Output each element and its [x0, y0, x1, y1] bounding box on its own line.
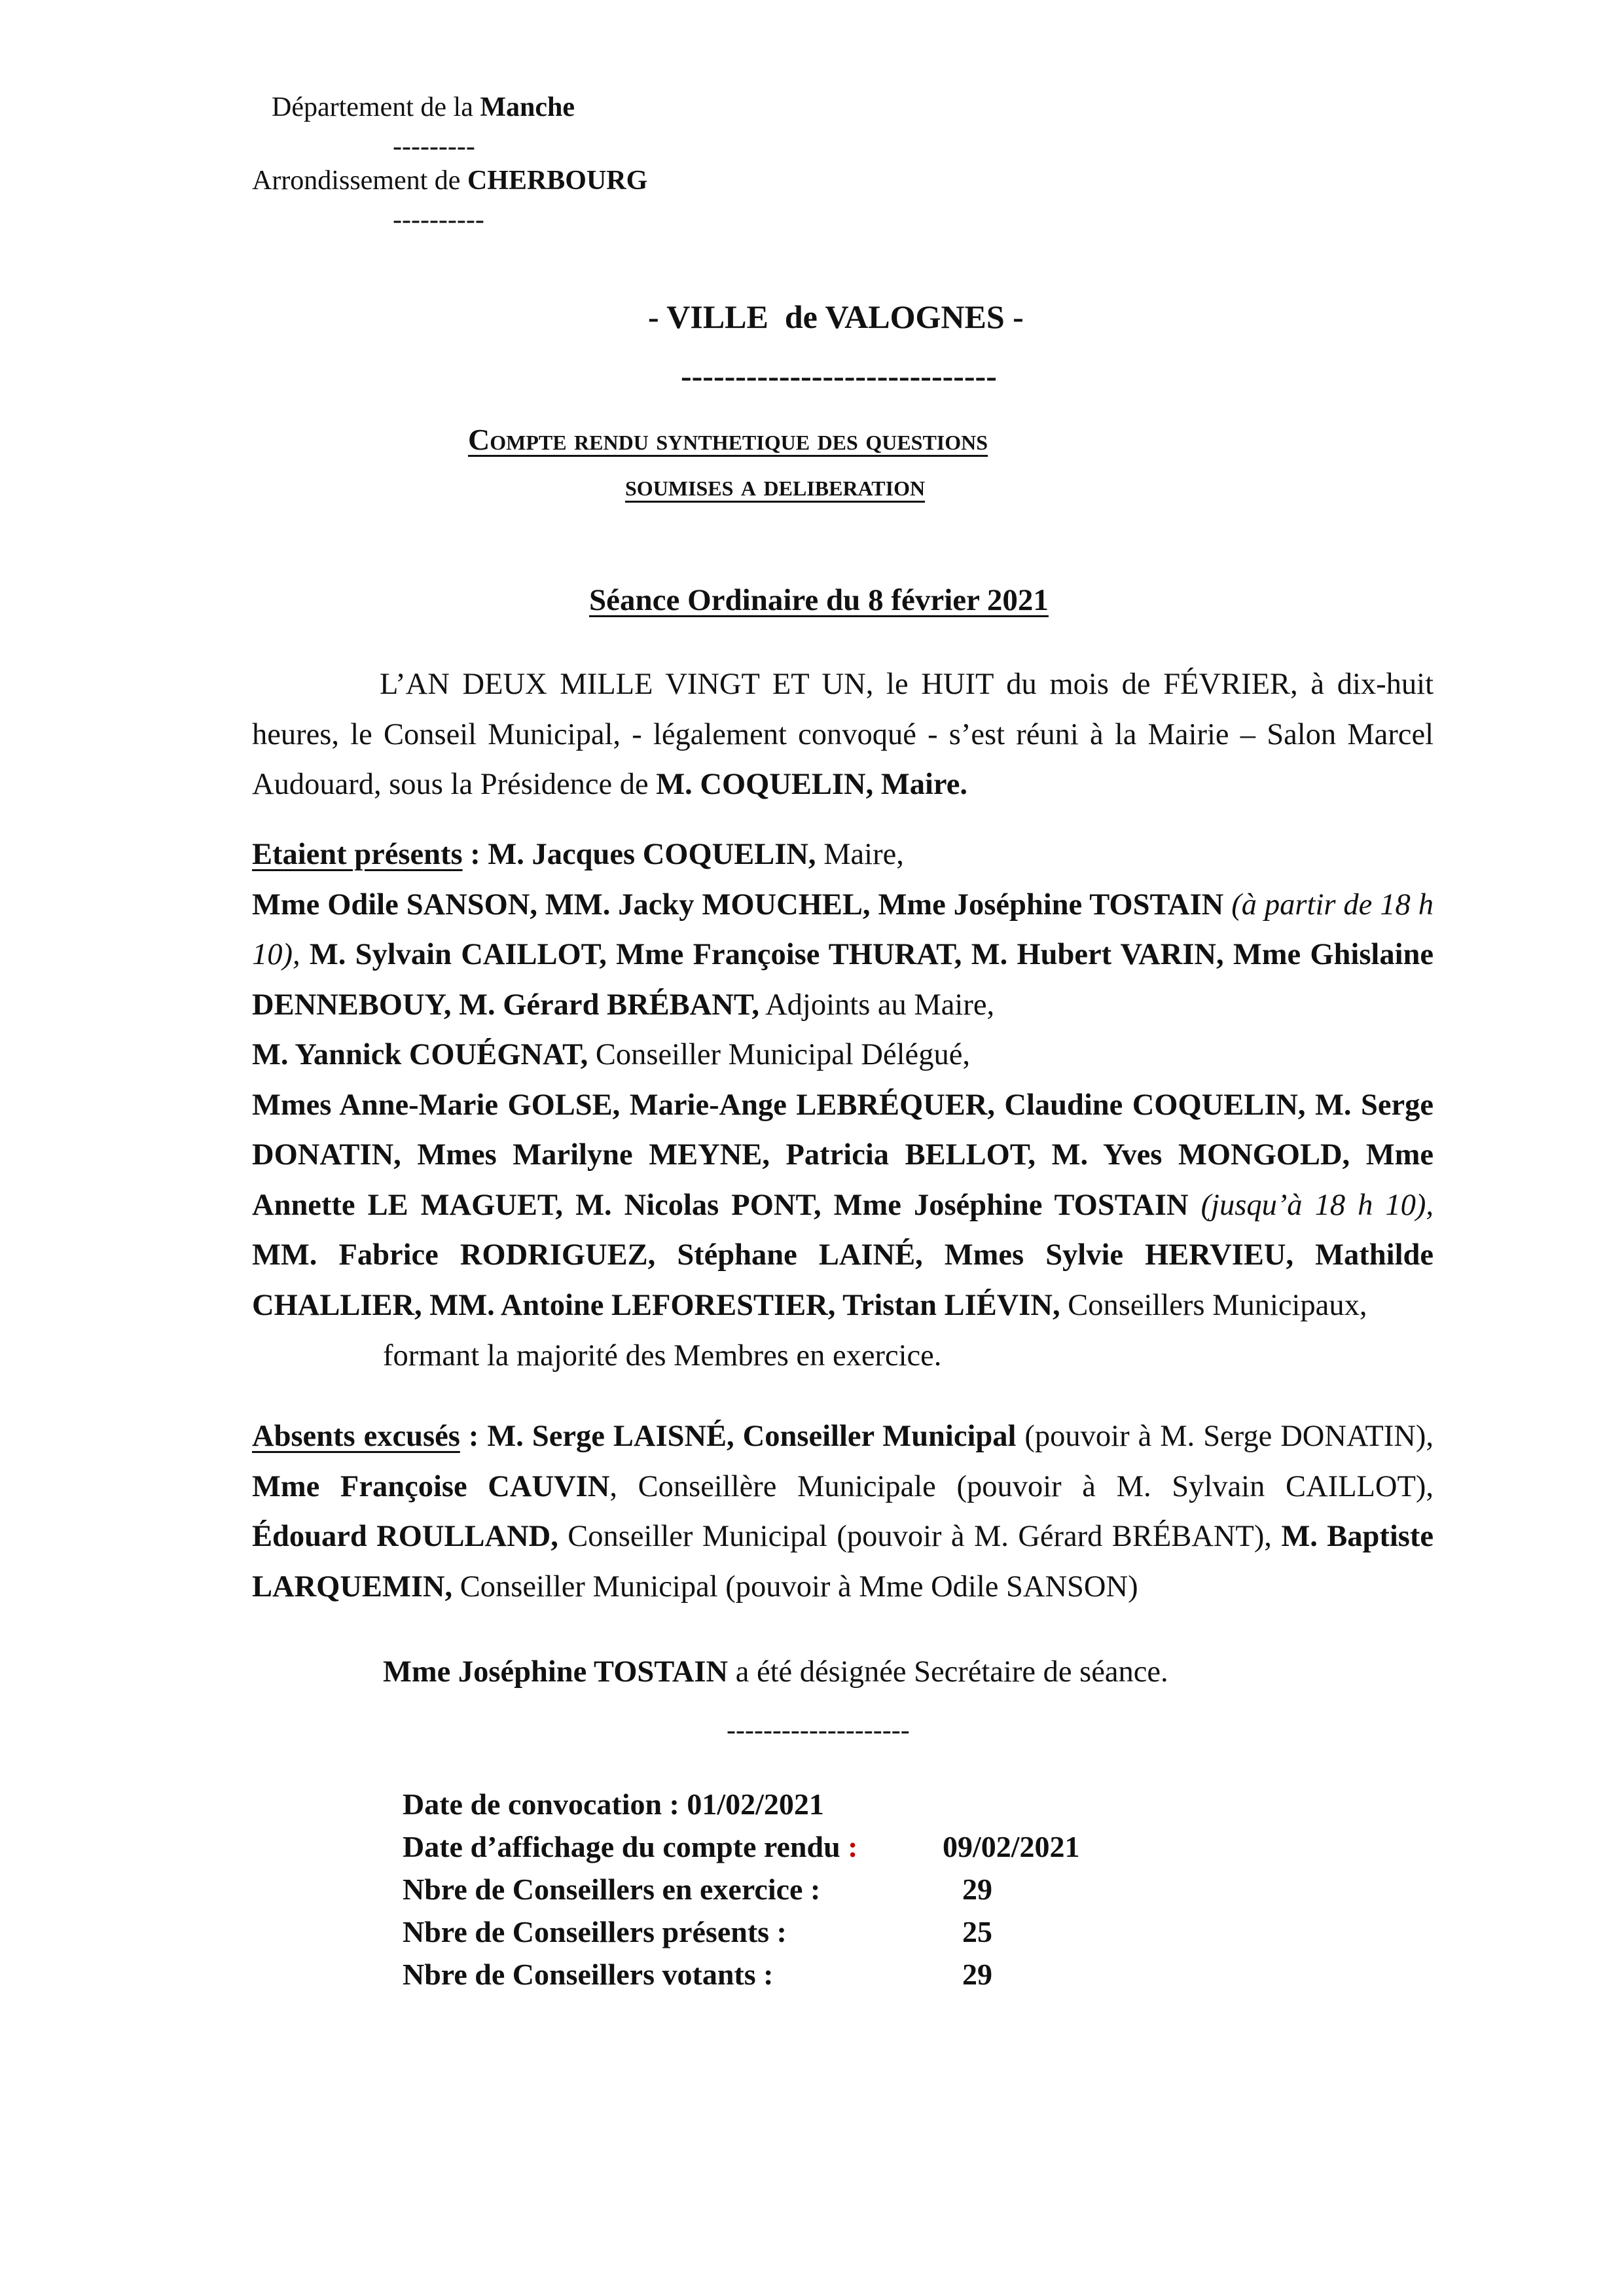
presents-count-label: Nbre de Conseillers présents :: [403, 1915, 787, 1948]
conseillers-names: Mmes Anne-Marie GOLSE, Marie-Ange LEBRÉQUER, Claudine COQUELIN, M. Serge DONATIN, Mmes Marilyne MEYNE, Patricia BELLOT, M. Yves MONGOLD, Mme Annette LE MAGUET, M. Nicolas PONT, Mme Joséphine TOSTAIN: [252, 1088, 1434, 1222]
affichage-value: 09/02/2021: [943, 1830, 1080, 1863]
delegue-name: M. Yannick COUÉGNAT,: [252, 1038, 588, 1071]
intro-paragraph: [252, 660, 1434, 810]
arrondissement-prefix: Arrondissement de: [252, 166, 467, 196]
convocation-date: Date de convocation : 01/02/2021: [403, 1787, 824, 1821]
ville-separator: -----------------------------: [681, 357, 997, 394]
president-name: M. COQUELIN, Maire.: [656, 768, 967, 801]
intro-text: L’AN DEUX MILLE VINGT ET UN, le HUIT du mois de FÉVRIER, à dix-huit heures, le Conseil Municipal, - légalement convoqué - s’est réuni à la Mairie – Salon Marcel Audouard, sous la Présidence de: [252, 668, 1434, 801]
absents-label: Absents excusés: [252, 1420, 460, 1453]
presents-paragraph: [252, 830, 1434, 1331]
adjoints-role: Adjoints au Maire,: [759, 988, 995, 1022]
delegue-line: [252, 1030, 1434, 1081]
ville-title: - VILLE de VALOGNES -: [648, 298, 1024, 335]
majorite-line: formant la majorité des Membres en exercice.: [383, 1339, 942, 1372]
presents-first-line: Etaient présents : M. Jacques COQUELIN, Maire,: [252, 838, 904, 871]
departement-prefix: Département de la: [272, 92, 480, 122]
seance-date: Séance Ordinaire du 8 février 2021: [589, 583, 1049, 617]
arrondissement-line: [252, 165, 647, 196]
delegue-role: Conseiller Municipal Délégué,: [588, 1038, 970, 1071]
votants-value: 29: [962, 1958, 992, 1991]
departement-name: Manche: [480, 92, 575, 122]
adjoints-names: Mme Odile SANSON, MM. Jacky MOUCHEL, Mme Joséphine TOSTAIN: [252, 888, 1224, 922]
absents-paragraph: Absents excusés : M. Serge LAISNÉ, Conseiller Municipal (pouvoir à M. Serge DONATIN), Mme Françoise CAUVIN, Conseillère Municipale (pouvoir à M. Sylvain CAILLOT), Édouard ROULLAND, Conseiller Municipal (pouvoir à M. Gérard BRÉBANT), M. Baptiste LARQUEMIN, Conseiller Municipal (pouvoir à Mme Odile SANSON): [252, 1420, 1434, 1604]
votants-label: Nbre de Conseillers votants :: [403, 1958, 774, 1991]
departure-note: (jusqu’à 18 h 10),: [1188, 1188, 1434, 1222]
secretaire-name: Mme Joséphine TOSTAIN: [383, 1655, 729, 1689]
presents-count-value: 25: [962, 1915, 992, 1948]
exercice-label: Nbre de Conseillers en exercice :: [403, 1873, 821, 1906]
document-title-line1: Compte rendu synthetique des questions: [468, 423, 988, 456]
departement-line: [272, 92, 575, 123]
presents-label: Etaient présents: [252, 838, 463, 871]
affichage-date: Date d’affichage du compte rendu :: [403, 1830, 858, 1863]
conseillers-names: MM. Fabrice RODRIGUEZ, Stéphane LAINÉ, Mmes Sylvie HERVIEU, Mathilde CHALLIER, MM. Antoine LEFORESTIER, Tristan LIÉVIN,: [252, 1238, 1434, 1322]
arrival-note: (à partir de 18 h 10),: [252, 888, 1434, 971]
secretaire-line: Mme Joséphine TOSTAIN a été désignée Secrétaire de séance.: [383, 1655, 1168, 1689]
document-title-line2: soumises a deliberation: [625, 469, 926, 502]
maire-role: Maire,: [816, 838, 904, 871]
maire-name: M. Jacques COQUELIN,: [488, 838, 816, 871]
exercice-value: 29: [962, 1873, 992, 1906]
conseillers-block: [252, 1081, 1434, 1331]
header-separator: ---------: [393, 132, 475, 162]
adjoints-block: [252, 880, 1434, 1031]
header-separator: ----------: [393, 205, 484, 235]
convocation-value: 01/02/2021: [687, 1787, 824, 1821]
conseillers-role: Conseillers Municipaux,: [1060, 1288, 1367, 1322]
section-separator: --------------------: [727, 1715, 910, 1746]
adjoints-names: M. Sylvain CAILLOT, Mme Françoise THURAT, M. Hubert VARIN, Mme Ghislaine DENNEBOUY, M. Gérard BRÉBANT,: [252, 938, 1434, 1022]
arrondissement-name: CHERBOURG: [467, 166, 648, 196]
